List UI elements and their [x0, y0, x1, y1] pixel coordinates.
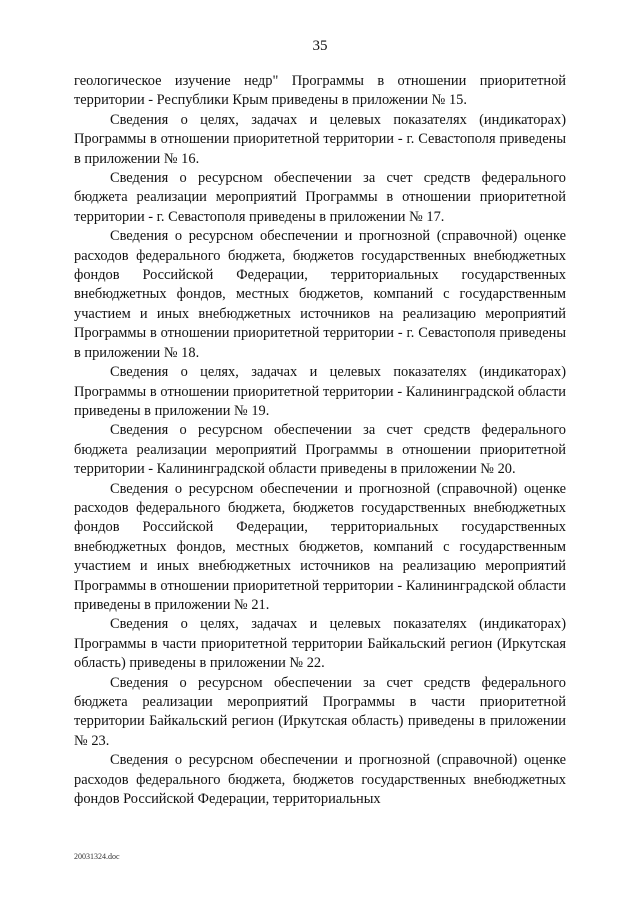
paragraph: Сведения о целях, задачах и целевых показателях (индикаторах) Программы в отношении приоритетной территории - г. Севастополя приведены в приложении № 16.: [74, 111, 566, 167]
paragraph: Сведения о ресурсном обеспечении и прогнозной (справочной) оценке расходов федерального бюджета, бюджетов государственных внебюджетных фондов Российской Федерации, территориальных государственных внебюджетных фондов, местных бюджетов, компаний с государственным участием и иных внебюджетных источников на реализацию мероприятий Программы в отношении приоритетной территории - г. Севастополя приведены в приложении № 18.: [74, 228, 566, 361]
page-number: 35: [312, 38, 328, 54]
paragraph-continuation: геологическое изучение недр" Программы в отношении приоритетной территории - Республики Крым приведены в приложении № 15.: [74, 73, 566, 109]
paragraph: Сведения о ресурсном обеспечении и прогнозной (справочной) оценке расходов федерального бюджета, бюджетов государственных внебюджетных фондов Российской Федерации, территориальных государственных внебюджетных фондов, местных бюджетов, компаний с государственным участием и иных внебюджетных источников на реализацию мероприятий Программы в отношении приоритетной территории - Калининградской области приведены в приложении № 21.: [74, 480, 566, 613]
paragraph: Сведения о целях, задачах и целевых показателях (индикаторах) Программы в части приоритетной территории Байкальский регион (Иркутская область) приведены в приложении № 22.: [74, 616, 566, 672]
document-body: [74, 72, 566, 809]
footer-file-code: 20031324.doc: [74, 852, 120, 861]
paragraph: Сведения о ресурсном обеспечении за счет средств федерального бюджета реализации мероприятий Программы в отношении приоритетной территории - Калининградской области приведены в приложении № 20.: [74, 422, 566, 478]
paragraph: Сведения о целях, задачах и целевых показателях (индикаторах) Программы в отношении приоритетной территории - Калининградской области приведены в приложении № 19.: [74, 364, 566, 419]
paragraph: Сведения о ресурсном обеспечении за счет средств федерального бюджета реализации мероприятий Программы в отношении приоритетной территории - г. Севастополя приведены в приложении № 17.: [74, 170, 566, 225]
paragraph: Сведения о ресурсном обеспечении за счет средств федерального бюджета реализации мероприятий Программы в части приоритетной территории Байкальский регион (Иркутская область) приведены в приложении № 23.: [74, 674, 566, 749]
paragraph-continued: Сведения о ресурсном обеспечении и прогнозной (справочной) оценке расходов федерального бюджета, бюджетов государственных внебюджетных фондов Российской Федерации, территориальных: [74, 752, 566, 808]
